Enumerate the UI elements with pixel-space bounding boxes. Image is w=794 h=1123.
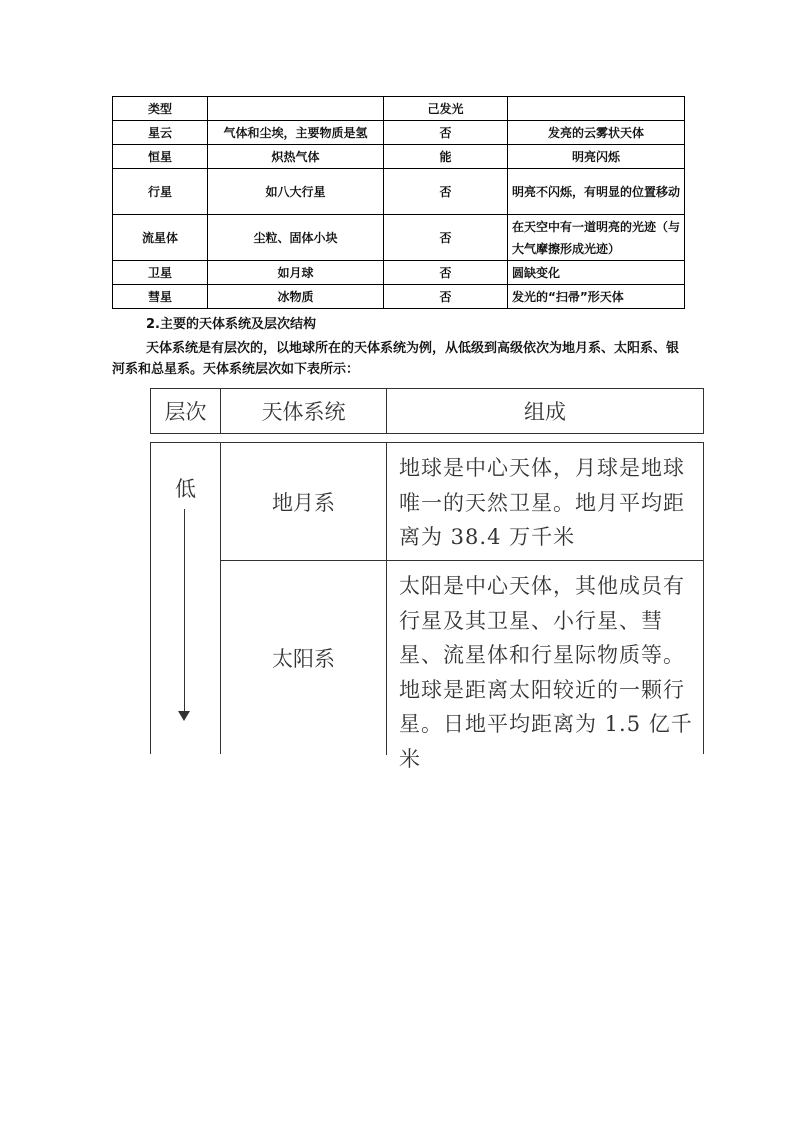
table-cell: 流星体 [113, 215, 208, 261]
section-heading: 2.主要的天体系统及层次结构 [146, 317, 316, 332]
table-header-row [113, 97, 685, 121]
table-cell: 气体和尘埃，主要物质是氢 [208, 121, 384, 145]
table-cell: 否 [384, 285, 508, 309]
header-system: 天体系统 [221, 389, 387, 433]
table-row [113, 261, 685, 285]
header-composition: 组成 [524, 400, 566, 424]
table-cell: 否 [384, 169, 508, 215]
paragraph-text: 天体系统是有层次的，以地球所在的天体系统为例，从低级到高级依次为地月系、太阳系、银河系和总星系。天体系统层次如下表所示： [112, 341, 680, 377]
table-cell: 明亮闪烁 [508, 145, 685, 169]
table-cell: 明亮不闪烁，有明显的位置移动 [508, 169, 685, 215]
header-cell [508, 97, 685, 121]
table-cell: 星云 [113, 121, 208, 145]
system-description: 地球是中心天体，月球是地球唯一的天然卫星。地月平均距离为 38.4 万千米 [399, 456, 685, 549]
table-cell: 如八大行星 [208, 169, 384, 215]
level-column [151, 443, 221, 754]
table-row [113, 285, 685, 309]
table-cell: 能 [384, 145, 508, 169]
table-cell: 炽热气体 [208, 145, 384, 169]
table-cell: 否 [384, 121, 508, 145]
table-row [221, 443, 704, 561]
level-arrow-line [184, 509, 185, 717]
hierarchy-table-body [150, 442, 704, 771]
hierarchy-table-header [150, 388, 704, 434]
header-cell [208, 97, 384, 121]
table-cell: 冰物质 [208, 285, 384, 309]
table-cell: 尘粒、固体小块 [208, 215, 384, 261]
table-cell: 发亮的云雾状天体 [508, 121, 685, 145]
table-row [113, 145, 685, 169]
table-row [221, 561, 704, 771]
table-cell: 在天空中有一道明亮的光迹（与大气摩擦形成光迹） [508, 215, 685, 261]
header-cell: 己发光 [384, 97, 508, 121]
table-cell: 彗星 [113, 285, 208, 309]
system-name: 太阳系 [221, 561, 387, 755]
table-row [113, 215, 685, 261]
system-name: 地月系 [221, 443, 387, 560]
down-arrow-icon [178, 711, 190, 721]
level-low-label: 低 [175, 477, 196, 501]
header-cell: 类型 [113, 97, 208, 121]
system-description: 太阳是中心天体，其他成员有行星及其卫星、小行星、彗星、流星体和行星际物质等。地球是距离太阳较近的一颗行星。日地平均距离为 1.5 亿千米 [399, 574, 693, 771]
table-cell: 恒星 [113, 145, 208, 169]
section-paragraph [112, 338, 682, 380]
table-cell: 否 [384, 261, 508, 285]
table-cell: 发光的“扫帚”形天体 [508, 285, 685, 309]
header-level: 层次 [151, 389, 221, 433]
table-cell: 否 [384, 215, 508, 261]
table-row [113, 169, 685, 215]
table-cell: 如月球 [208, 261, 384, 285]
table-cell: 卫星 [113, 261, 208, 285]
table-row [113, 121, 685, 145]
table-cell: 圆缺变化 [508, 261, 685, 285]
table-cell: 行星 [113, 169, 208, 215]
celestial-body-types-table [112, 96, 685, 309]
